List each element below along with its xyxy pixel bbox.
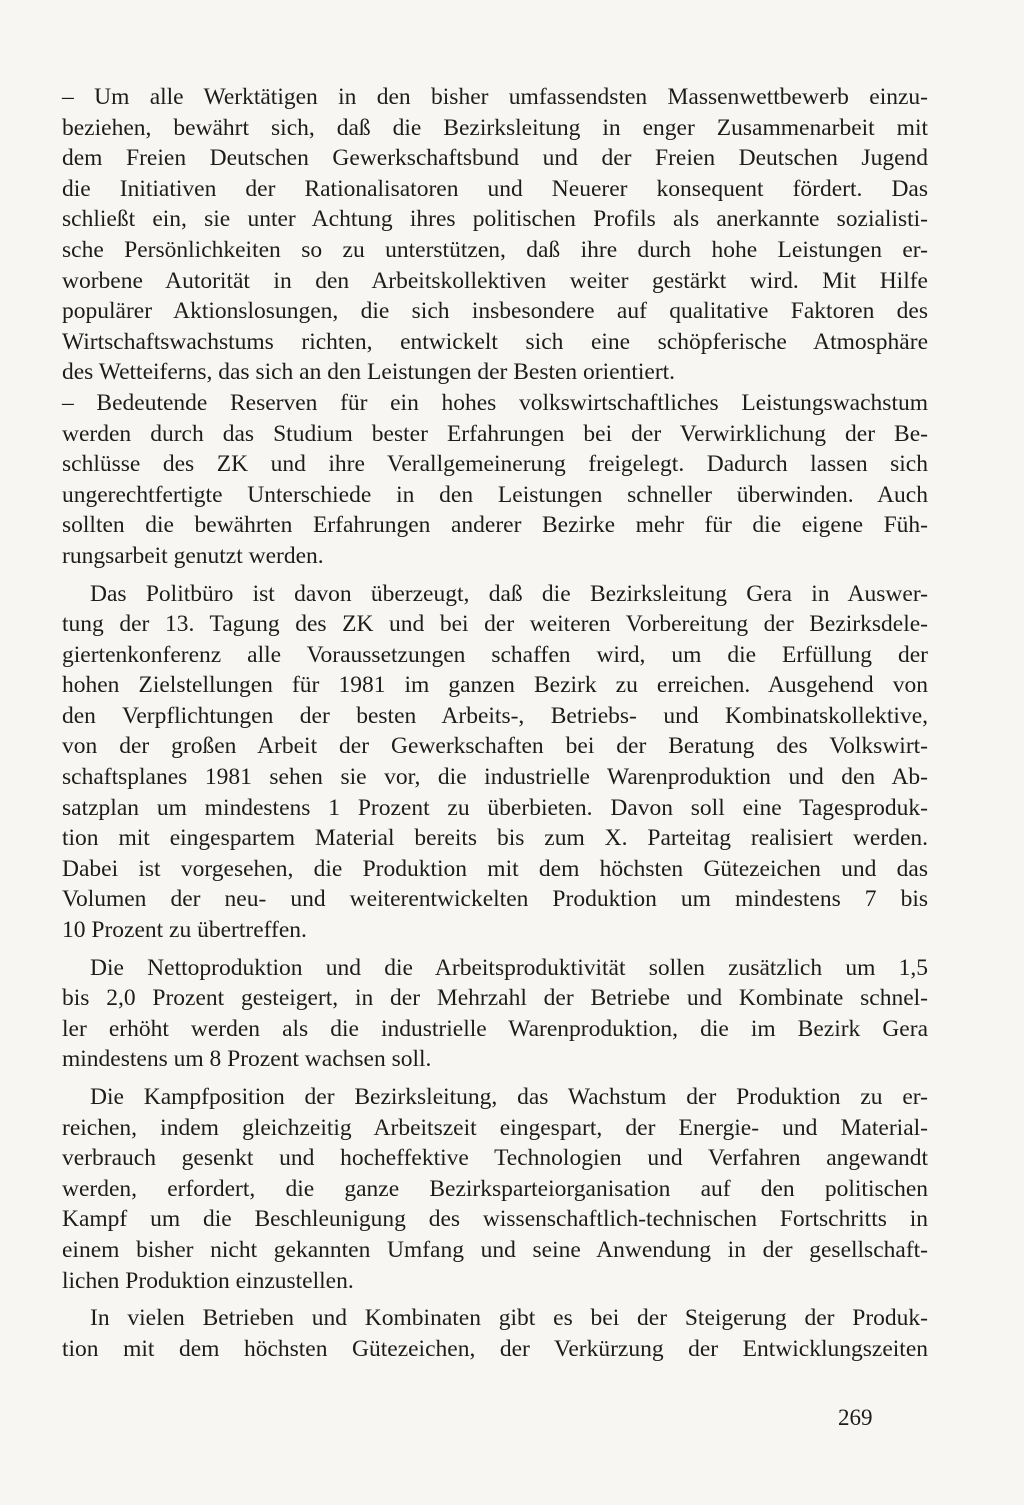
text-line: dem Freien Deutschen Gewerkschaftsbund und der Freien Deutschen Jugend [62,145,928,172]
text-line: reichen, indem gleichzeitig Arbeitszeit eingespart, der Energie- und Material- [62,1114,928,1141]
text-line: werden, erfordert, die ganze Bezirksparteiorganisation auf den politischen [62,1175,928,1202]
text-line: Wirtschaftswachstums richten, entwickelt sich eine schöpferische Atmosphäre [62,328,928,355]
text-line: lichen Produktion einzustellen. [62,1267,354,1294]
paragraph-kampfposition [62,1082,928,1296]
text-line: In vielen Betrieben und Kombinaten gibt es bei der Steigerung der Produk- [90,1305,928,1332]
text-line: tion mit eingespartem Material bereits bis zum X. Parteitag realisiert werden. [62,825,928,852]
paragraph-reserven [62,388,928,572]
text-line: schlüsse des ZK und ihre Verallgemeinerung freigelegt. Dadurch lassen sich [62,451,928,478]
paragraph-spacer [62,572,928,579]
page-number: 269 [838,1405,873,1430]
text-line: giertenkonferenz alle Voraussetzungen schaffen wird, um die Erfüllung der [62,641,928,668]
text-line: des Wetteiferns, das sich an den Leistungen der Besten orientiert. [62,359,676,386]
text-line: – Um alle Werktätigen in den bisher umfassendsten Massenwettbewerb einzu- [62,84,928,110]
text-line: sollten die bewährten Erfahrungen anderer Bezirke mehr für die eigene Füh- [62,512,928,539]
document-page [62,82,928,1364]
text-line: schaftsplanes 1981 sehen sie vor, die industrielle Warenproduktion und den Ab- [62,764,928,791]
text-line: Das Politbüro ist davon überzeugt, daß die Bezirksleitung Gera in Auswer- [90,580,928,607]
text-line: sche Persönlichkeiten so zu unterstützen, daß ihre durch hohe Leistungen er- [62,236,928,263]
text-line: populärer Aktionslosungen, die sich insbesondere auf qualitative Faktoren des [62,298,928,325]
text-line: die Initiativen der Rationalisatoren und Neuerer konsequent fördert. Das [62,175,928,202]
text-line: hohen Zielstellungen für 1981 im ganzen Bezirk zu erreichen. Ausgehend von [62,672,928,699]
text-line: – Bedeutende Reserven für ein hohes volkswirtschaftliches Leistungswachstum [62,389,928,416]
text-line: 10 Prozent zu übertreffen. [62,917,307,944]
paragraph-massenwettbewerb [62,82,928,388]
paragraph-spacer [62,946,928,953]
text-line: werden durch das Studium bester Erfahrungen bei der Verwirklichung der Be- [62,420,928,447]
text-line: ungerechtfertigte Unterschiede in den Leistungen schneller überwinden. Auch [62,481,928,508]
text-line: verbrauch gesenkt und hocheffektive Technologien und Verfahren angewandt [62,1145,928,1172]
text-line: Volumen der neu- und weiterentwickelten Produktion um mindestens 7 bis [62,886,928,913]
text-line: worbene Autorität in den Arbeitskollektiven weiter gestärkt wird. Mit Hilfe [62,267,928,294]
text-line: rungsarbeit genutzt werden. [62,542,324,569]
text-line: bis 2,0 Prozent gesteigert, in der Mehrzahl der Betriebe und Kombinate schnel- [62,985,928,1012]
paragraph-spacer [62,1075,928,1082]
text-line: ler erhöht werden als die industrielle Warenproduktion, die im Bezirk Gera [62,1015,928,1042]
text-line: tion mit dem höchsten Gütezeichen, der Verkürzung der Entwicklungszeiten [62,1335,928,1362]
text-line: Die Nettoproduktion und die Arbeitsproduktivität sollen zusätzlich um 1,5 [90,954,928,981]
text-line: Dabei ist vorgesehen, die Produktion mit dem höchsten Gütezeichen und das [62,855,928,882]
paragraph-politbuero [62,579,928,946]
text-line: Die Kampfposition der Bezirksleitung, das Wachstum der Produktion zu er- [90,1084,928,1110]
text-line: tung der 13. Tagung des ZK und bei der weiteren Vorbereitung der Bezirksdele- [62,611,928,638]
paragraph-spacer [62,1296,928,1303]
text-line: den Verpflichtungen der besten Arbeits-, Betriebs- und Kombinatskollektive, [62,702,928,729]
text-line: einem bisher nicht gekannten Umfang und seine Anwendung in der gesellschaft- [62,1236,928,1263]
text-line: beziehen, bewährt sich, daß die Bezirksleitung in enger Zusammenarbeit mit [62,114,928,141]
text-line: Kampf um die Beschleunigung des wissenschaftlich-technischen Fortschritts in [62,1206,928,1233]
text-line: von der großen Arbeit der Gewerkschaften bei der Beratung des Volkswirt- [62,733,928,760]
text-line: satzplan um mindestens 1 Prozent zu überbieten. Davon soll eine Tagesproduk- [62,794,928,821]
text-line: schließt ein, sie unter Achtung ihres politischen Profils als anerkannte sozialisti- [62,206,928,233]
paragraph-nettoproduktion [62,953,928,1075]
text-line: mindestens um 8 Prozent wachsen soll. [62,1046,432,1073]
paragraph-betriebe [62,1303,928,1364]
